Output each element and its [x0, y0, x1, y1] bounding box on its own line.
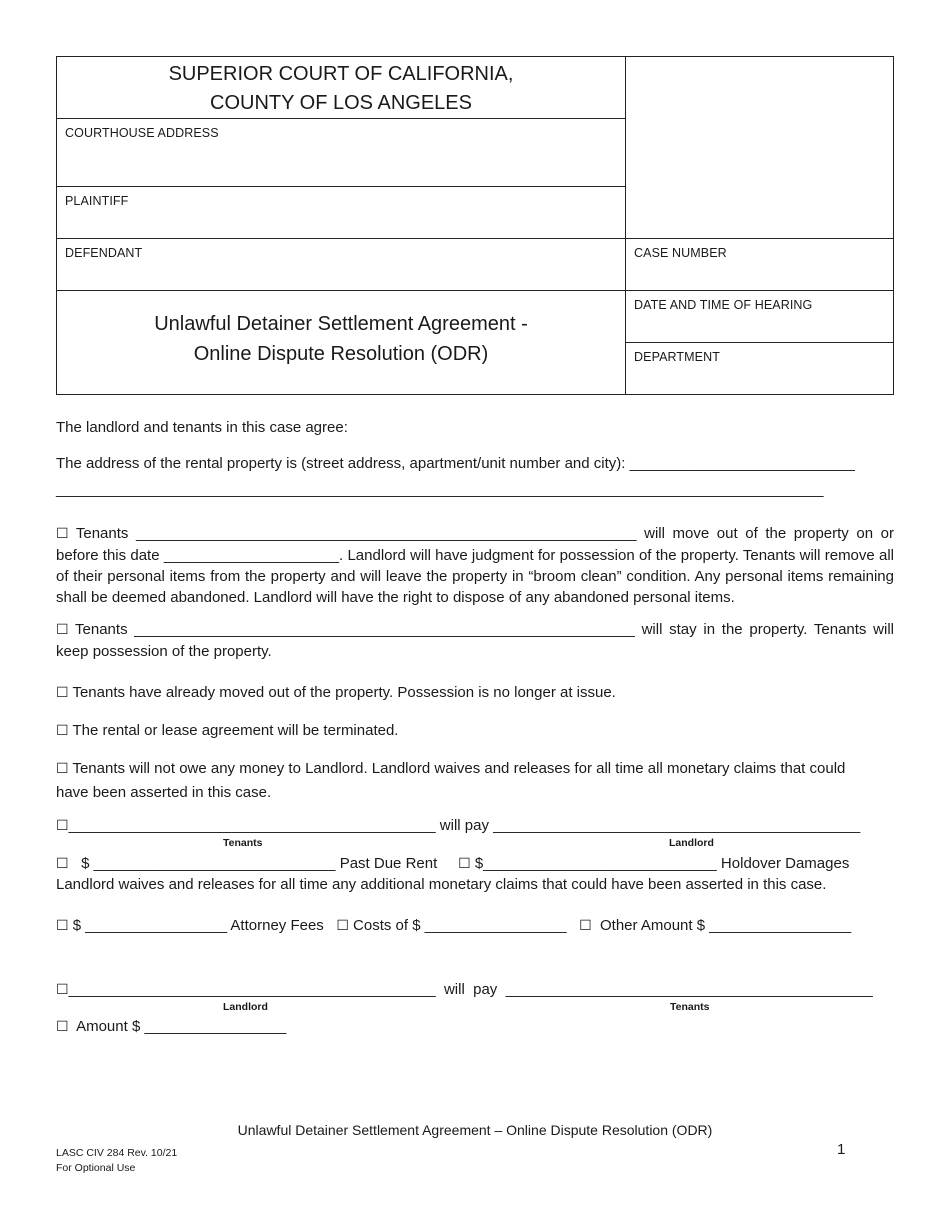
amount-row — [56, 1018, 894, 1035]
form-title-line2: Online Dispute Resolution (ODR) — [193, 342, 489, 365]
move-out-text-1: will move out of the property on or before this date — [56, 525, 894, 564]
form-title-line1: Unlawful Detainer Settlement Agreement - — [154, 312, 528, 335]
move-out-checkbox[interactable]: ☐ — [56, 526, 69, 542]
court-name — [57, 57, 625, 119]
department-field[interactable] — [626, 343, 894, 394]
waiver-text: Landlord waives and releases for all time any additional monetary claims that could have been asserted in this case. — [56, 876, 827, 893]
tenants-payer-label: Tenants — [223, 837, 263, 849]
terminated-option — [56, 722, 894, 739]
plaintiff-field[interactable] — [57, 187, 625, 239]
defendant-label: DEFENDANT — [65, 246, 143, 260]
no-money-checkbox[interactable]: ☐ — [56, 761, 69, 777]
address-blank-1[interactable]: ___________________________ — [629, 455, 855, 472]
no-money-text: Tenants will not owe any money to Landlord. Landlord waives and releases for all time all monetary claims that could have been asserted in this case. — [56, 760, 846, 801]
tenants-pay-checkbox[interactable]: ☐ — [56, 818, 69, 834]
move-out-date-blank[interactable]: _____________________ — [163, 547, 340, 564]
moved-out-checkbox[interactable]: ☐ — [56, 685, 69, 701]
moved-out-text: Tenants have already moved out of the property. Possession is no longer at issue. — [72, 684, 616, 701]
tenants-pay-row — [56, 817, 894, 834]
form-title — [57, 291, 625, 394]
landlord-payer-label: Landlord — [223, 1001, 268, 1013]
address-line-2 — [56, 481, 894, 498]
other-amount-checkbox[interactable]: ☐ — [579, 918, 592, 934]
fees-row — [56, 917, 894, 934]
address-prompt: The address of the rental property is (street address, apartment/unit number and city): — [56, 455, 630, 472]
holdover-blank[interactable]: ____________________________ — [483, 855, 717, 872]
address-blank-2[interactable]: ____________________________________________________________________________________________ — [56, 481, 824, 498]
footer-title: Unlawful Detainer Settlement Agreement – Online Dispute Resolution (ODR) — [237, 1122, 713, 1138]
holdover-dollar: $ — [474, 855, 484, 872]
past-due-checkbox[interactable]: ☐ — [56, 856, 69, 872]
costs-checkbox[interactable]: ☐ — [336, 918, 349, 934]
optional-use-note: For Optional Use — [56, 1162, 136, 1174]
case-number-label: CASE NUMBER — [634, 246, 727, 260]
landlord-pay-checkbox[interactable]: ☐ — [56, 982, 69, 998]
amounts-row — [56, 855, 894, 872]
stay-option — [56, 619, 894, 662]
terminated-checkbox[interactable]: ☐ — [56, 723, 69, 739]
court-name-line1: SUPERIOR COURT OF CALIFORNIA, — [168, 63, 514, 85]
courthouse-address-label: COURTHOUSE ADDRESS — [65, 126, 219, 140]
stay-checkbox[interactable]: ☐ — [56, 622, 69, 638]
past-due-blank[interactable]: _____________________________ — [93, 855, 336, 872]
courthouse-address-field[interactable] — [57, 119, 625, 187]
case-number-field[interactable] — [626, 239, 894, 291]
moved-out-option — [56, 684, 894, 701]
page-number: 1 — [837, 1141, 846, 1158]
form-code-block — [56, 1146, 177, 1176]
landlord-pay-row — [56, 981, 894, 998]
caption-right-column — [625, 57, 893, 394]
costs-label: Costs of $ — [353, 917, 421, 934]
other-amount-label: Other Amount $ — [600, 917, 706, 934]
move-out-tenants-label: Tenants — [75, 525, 136, 542]
landlord-payee-label: Tenants — [670, 1001, 710, 1013]
court-name-line2: COUNTY OF LOS ANGELES — [210, 92, 472, 114]
hearing-date-time-field[interactable] — [626, 291, 894, 343]
amount-blank[interactable]: _________________ — [144, 1018, 287, 1035]
form-code: LASC CIV 284 Rev. 10/21 — [56, 1147, 178, 1159]
holdover-checkbox[interactable]: ☐ — [458, 856, 471, 872]
hearing-label: DATE AND TIME OF HEARING — [634, 298, 813, 312]
address-line-1 — [56, 455, 894, 472]
amount-label: Amount $ — [76, 1018, 141, 1035]
attorney-fees-dollar: $ — [72, 917, 82, 934]
tenants-payee-blank[interactable]: ____________________________________________ — [493, 817, 861, 834]
past-due-rent-label: Past Due Rent — [335, 855, 438, 872]
stay-tenants-blank[interactable]: ____________________________________________________________ — [134, 621, 635, 638]
other-amount-blank[interactable]: _________________ — [709, 917, 852, 934]
attorney-fees-label: Attorney Fees — [227, 917, 324, 934]
clerk-stamp-area — [626, 57, 894, 239]
plaintiff-label: PLAINTIFF — [65, 194, 129, 208]
landlord-will-pay-text: will pay — [435, 981, 506, 998]
defendant-field[interactable] — [57, 239, 625, 291]
no-money-option — [56, 757, 871, 804]
attorney-fees-blank[interactable]: _________________ — [85, 917, 228, 934]
landlord-payer-blank[interactable]: ____________________________________________ — [68, 981, 436, 998]
department-label: DEPARTMENT — [634, 350, 720, 364]
stay-text: will stay in the property. Tenants will keep possession of the property. — [56, 621, 894, 660]
costs-blank[interactable]: _________________ — [424, 917, 567, 934]
move-out-tenants-blank[interactable]: ____________________________________________________________ — [136, 525, 637, 542]
intro-text: The landlord and tenants in this case agree: — [56, 419, 348, 436]
landlord-payee-blank[interactable]: ____________________________________________ — [505, 981, 873, 998]
tenants-will-pay-text: will pay — [435, 817, 494, 834]
terminated-text: The rental or lease agreement will be terminated. — [72, 722, 399, 739]
amount-checkbox[interactable]: ☐ — [56, 1019, 69, 1035]
move-out-option — [56, 523, 894, 608]
move-out-text-2: . Landlord will have judgment for possession of the property. Tenants will remove all of their personal items from the property and will leave the property in “broom clean” condition. Any personal items remaining shall be deemed abandoned. Landlord will have the right to dispose of any abandoned personal items. — [56, 547, 894, 606]
attorney-fees-checkbox[interactable]: ☐ — [56, 918, 69, 934]
stay-tenants-label: Tenants — [75, 621, 135, 638]
tenants-payee-label: Landlord — [669, 837, 714, 849]
tenants-payer-blank[interactable]: ____________________________________________ — [68, 817, 436, 834]
past-due-dollar: $ — [81, 855, 90, 872]
case-caption-table — [56, 56, 894, 395]
holdover-damages-label: Holdover Damages — [716, 855, 850, 872]
